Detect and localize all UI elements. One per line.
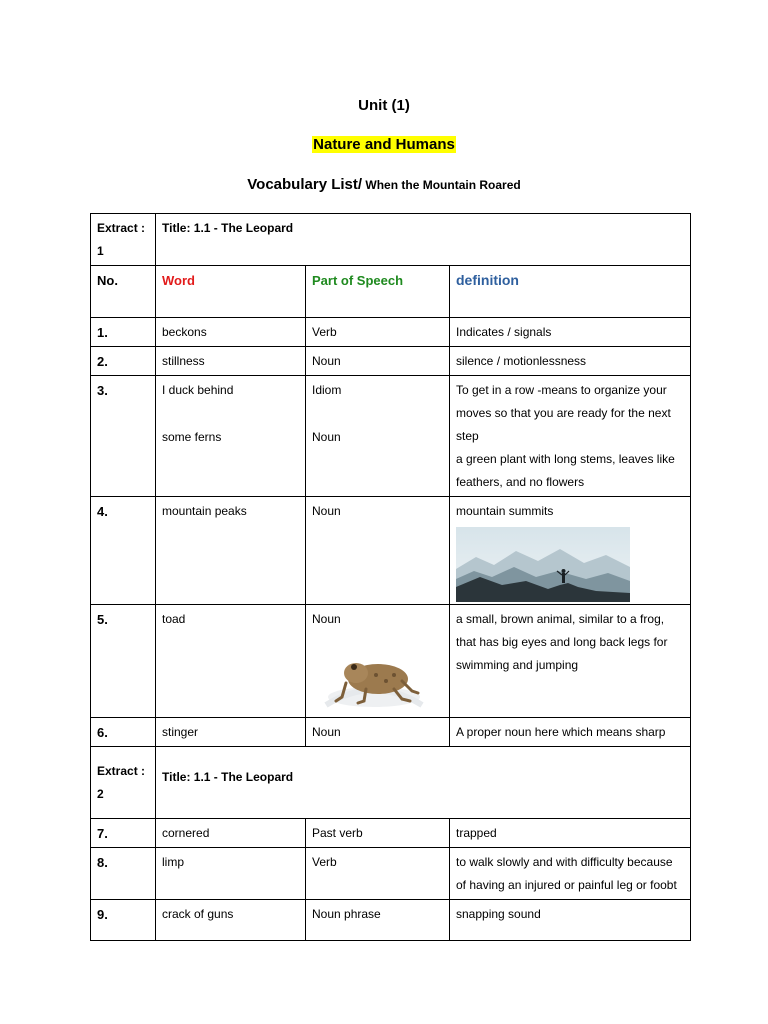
table-row	[91, 347, 691, 376]
row-pos: Verb	[306, 318, 450, 347]
header-row	[91, 266, 691, 318]
vocab-sub: When the Mountain Roared	[362, 178, 521, 192]
row-word: limp	[156, 848, 306, 900]
table-row	[91, 318, 691, 347]
row-pos: Past verb	[306, 819, 450, 848]
extract-title: Title: 1.1 - The Leopard	[156, 214, 691, 266]
row-number: 7.	[91, 819, 156, 848]
toad-image	[316, 635, 432, 715]
row-definition: trapped	[450, 819, 691, 848]
table-row	[91, 605, 691, 718]
header-no: No.	[91, 266, 156, 318]
extract-title: Title: 1.1 - The Leopard	[156, 747, 691, 819]
vocabulary-table	[90, 213, 691, 941]
row-number: 9.	[91, 900, 156, 941]
topic-highlight: Nature and Humans	[313, 136, 455, 153]
row-word: I duck behind some ferns	[156, 376, 306, 497]
row-word: stinger	[156, 718, 306, 747]
header-definition: definition	[450, 266, 691, 318]
unit-heading: Unit (1)	[358, 97, 410, 114]
row-number: 2.	[91, 347, 156, 376]
row-word: crack of guns	[156, 900, 306, 941]
row-definition: A proper noun here which means sharp	[450, 718, 691, 747]
row-definition: snapping sound	[450, 900, 691, 941]
row-pos: Verb	[306, 848, 450, 900]
extract-label: Extract :	[97, 764, 146, 778]
extract-number: 1	[97, 244, 104, 258]
row-word: toad	[156, 605, 306, 718]
row-pos: Noun	[306, 347, 450, 376]
row-definition: mountain summits	[456, 504, 554, 518]
row-pos: Noun	[306, 497, 450, 605]
row-number: 5.	[91, 605, 156, 718]
row-number: 8.	[91, 848, 156, 900]
row-number: 3.	[91, 376, 156, 497]
table-row	[91, 497, 691, 605]
row-pos-cell	[306, 605, 450, 718]
row-number: 6.	[91, 718, 156, 747]
row-word: mountain peaks	[156, 497, 306, 605]
row-number: 4.	[91, 497, 156, 605]
header-word: Word	[156, 266, 306, 318]
extract-label-cell	[91, 214, 156, 266]
extract-label: Extract :	[97, 221, 146, 235]
extract-row	[91, 747, 691, 819]
row-definition: a small, brown animal, similar to a frog, that has big eyes and long back legs for swimming and jumping	[450, 605, 691, 718]
row-definition: To get in a row -means to organize your moves so that you are ready for the next step a green plant with long stems, leaves like feathers, and no flowers	[450, 376, 691, 497]
table-row	[91, 819, 691, 848]
row-definition: silence / motionlessness	[450, 347, 691, 376]
extract-number: 2	[97, 787, 104, 801]
row-definition: to walk slowly and with difficulty because of having an injured or painful leg or foobt	[450, 848, 691, 900]
extract-row	[91, 214, 691, 266]
row-word: stillness	[156, 347, 306, 376]
table-row	[91, 848, 691, 900]
extract-label-cell	[91, 747, 156, 819]
table-row	[91, 900, 691, 941]
topic-heading	[0, 136, 768, 153]
table-row	[91, 376, 691, 497]
row-definition-cell	[450, 497, 691, 605]
row-pos: Noun	[312, 612, 341, 626]
row-number: 1.	[91, 318, 156, 347]
table-row	[91, 718, 691, 747]
mountain-silhouette-image	[456, 527, 630, 602]
row-pos: Noun phrase	[306, 900, 450, 941]
row-pos: Noun	[306, 718, 450, 747]
row-pos: Idiom Noun	[306, 376, 450, 497]
vocab-main: Vocabulary List/	[247, 176, 363, 193]
row-word: cornered	[156, 819, 306, 848]
vocab-heading	[0, 176, 768, 193]
row-definition: Indicates / signals	[450, 318, 691, 347]
row-word: beckons	[156, 318, 306, 347]
header-pos: Part of Speech	[306, 266, 450, 318]
